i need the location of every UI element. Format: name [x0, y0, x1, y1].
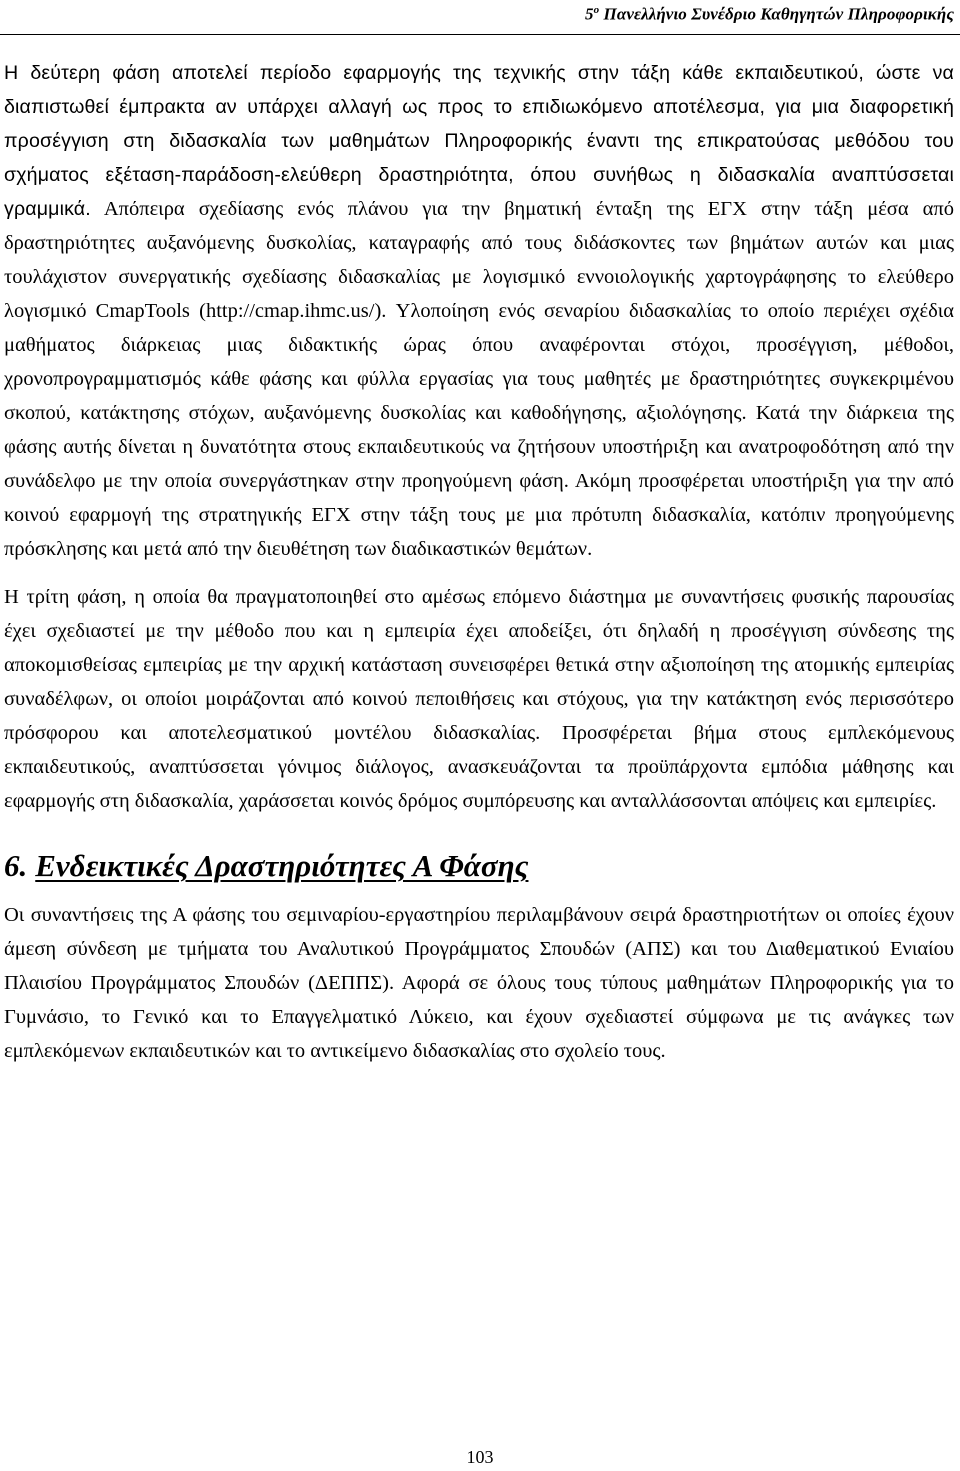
paragraph-second-phase [4, 56, 954, 566]
paragraph-third-phase: Η τρίτη φάση, η οποία θα πραγματοποιηθεί στο αμέσως επόμενο διάστημα με συναντήσεις φυσικής παρουσίας έχει σχεδιαστεί με την μέθοδο που και η εμπειρία έχει αποδείξει, ότι δηλαδή η προσέγγιση σύνδεσης της αποκομισθείσας εμπειρίας με την αρχική κατάσταση συνεισφέρει θετικά στην αξιοποίηση της ατομικής εμπειρίας συναδέλφων, οι οποίοι μοιράζονται από κοινού πεποιθήσεις και στόχους, για την κατάκτηση ενός περισσότερο πρόσφορου και αποτελεσματικού μοντέλου διδασκαλίας. Προσφέρεται βήμα στους εμπλεκόμενους εκπαιδευτικούς, αναπτύσσεται γόνιμος διάλογος, ανασκευάζονται τα προϋπάρχοντα εμπόδια μάθησης και εφαρμογής στη διδασκαλία, χαράσσεται κοινός δρόμος συμπόρευσης και ανταλλάσσονται απόψεις και εμπειρίες. [4, 586, 954, 812]
page-number: 103 [466, 1447, 494, 1467]
paragraph-activities: Οι συναντήσεις της Α φάσης του σεμιναρίου-εργαστηρίου περιλαμβάνουν σειρά δραστηριοτήτων οι οποίες έχουν άμεση σύνδεση με τμήματα του Αναλυτικού Προγράμματος Σπουδών (ΑΠΣ) και του Διαθεματικού Ενιαίου Πλαισίου Προγράμματος Σπουδών (ΔΕΠΠΣ). Αφορά σε όλους τους τύπους μαθημάτων Πληροφορικής για το Γυμνάσιο, το Γενικό και το Επαγγελματικό Λύκειο, και έχουν σχεδιαστεί σύμφωνα με τις ανάγκες των εμπλεκόμενων εκπαιδευτικών και το αντικείμενο διδασκαλίας στο σχολείο τους. [4, 904, 954, 1062]
running-header [585, 4, 954, 25]
header-divider [0, 34, 960, 35]
header-conference-title: Πανελλήνιο Συνέδριο Καθηγητών Πληροφορικής [599, 4, 954, 24]
page-body [4, 56, 954, 1068]
section-number: 6. [4, 848, 28, 883]
section-title: Ενδεικτικές Δραστηριότητες Α Φάσης [35, 848, 529, 883]
header-edition-number: 5 [584, 4, 594, 24]
header-ordinal-superscript: ο [593, 4, 600, 16]
section-heading [4, 846, 954, 890]
paragraph-second-phase-sans-part: Η δεύτερη φάση αποτελεί περίοδο εφαρμογής της τεχνικής στην τάξη κάθε εκπαιδευτικού, ώστε να διαπιστωθεί έμπρακτα αν υπάρχει αλλαγή ως προς το επιδιωκόμενο αποτέλεσμα, για μια διαφορετική προσέγγιση στη διδασκαλία των μαθημάτων Πληροφορικής έναντι της επικρατούσας μεθόδου του σχήματος εξέταση-παράδοση-ελεύθερη δραστηριότητα, όπου συνήθως η διδασκαλία αναπτύσσεται γραμμικά. [4, 62, 954, 220]
paragraph-second-phase-serif-part: Απόπειρα σχεδίασης ενός πλάνου για την βηματική ένταξη της ΕΓΧ στην τάξη μέσα από δραστηριότητες αυξανόμενης δυσκολίας, καταγραφής από τους διδάσκοντες των βημάτων αυτών και μιας τουλάχιστον συνεργατικής σχεδίασης διδασκαλίας με λογισμικό εννοιολογικής χαρτογράφησης το ελεύθερο λογισμικό CmapTools (http://cmap.ihmc.us/). Υλοποίηση ενός σεναρίου διδασκαλίας το οποίο περιέχει σχέδια μαθήματος διάρκειας μιας διδακτικής ώρας όπου αναφέρονται στόχοι, προσέγγιση, μέθοδοι, χρονοπρογραμματισμός κάθε φάσης και φύλλα εργασίας για τους μαθητές με δραστηριότητες συγκεκριμένου σκοπού, κατάκτησης στόχων, αυξανόμενης δυσκολίας και καθοδήγησης, αξιολόγησης. Κατά την διάρκεια της φάσης αυτής δίνεται η δυνατότητα στους εκπαιδευτικούς να ζητήσουν υποστήριξη και ανατροφοδότηση από την συνάδελφο με την οποία συνεργάστηκαν στην προηγούμενη φάση. Ακόμη προσφέρεται υποστήριξη για την από κοινού εφαρμογή της στρατηγικής ΕΓΧ στην τάξη τους με μια πρότυπη διδασκαλία, κατόπιν προηγούμενης πρόσκλησης και μετά από την διευθέτηση των διαδικαστικών θεμάτων. [4, 198, 954, 560]
